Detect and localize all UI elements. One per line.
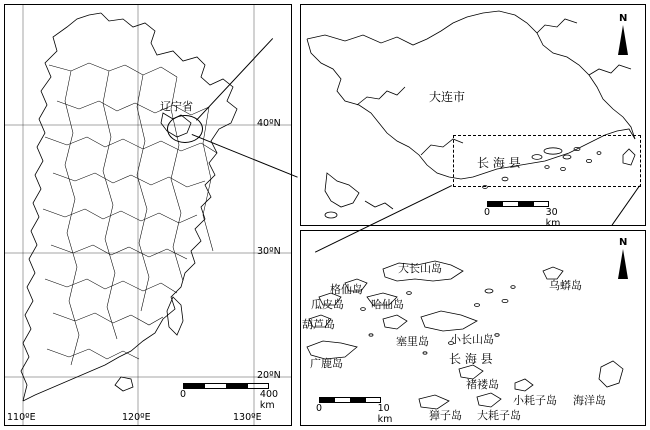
dalian-panel: [300, 4, 646, 229]
scale-max-label: 10 km: [377, 403, 393, 425]
island-label: 瓜皮岛: [311, 298, 344, 311]
china-overview-panel: [4, 4, 292, 426]
scale-min-label: 0: [179, 389, 187, 400]
lat-label-20n: 20ºN: [257, 370, 281, 381]
north-arrow-icon: [618, 25, 628, 55]
label-changhai-county: 长 海 县: [449, 352, 493, 366]
china-map-svg: [5, 5, 291, 425]
lon-label-130e: 130ºE: [233, 412, 262, 423]
changhai-scale-bar: [315, 397, 393, 425]
island-label: 葫芦岛: [302, 318, 335, 331]
lon-label-120e: 120ºE: [122, 412, 151, 423]
dalian-map-svg: [301, 5, 645, 225]
label-liaoning-province: 辽宁省: [160, 100, 193, 113]
china-scale-bar: [179, 383, 279, 411]
label-changhai-county: 长 海 县: [477, 156, 521, 170]
north-label: N: [619, 237, 628, 248]
island-label: 褚褛岛: [466, 378, 499, 391]
scale-min-label: 0: [483, 207, 491, 218]
north-arrow-dalian: [615, 13, 633, 57]
island-label: 广鹿岛: [310, 357, 343, 370]
dalian-scale-bar: [483, 201, 561, 229]
island-label: 小耗子岛: [513, 394, 557, 407]
scale-min-label: 0: [315, 403, 323, 414]
scale-max-label: 400 km: [259, 389, 279, 411]
island-label: 塞里岛: [396, 335, 429, 348]
scale-max-label: 30 km: [545, 207, 561, 229]
island-label: 小长山岛: [450, 333, 494, 346]
lat-label-30n: 30ºN: [257, 246, 281, 257]
island-label: 海洋岛: [573, 394, 606, 407]
island-label: 哈仙岛: [371, 298, 404, 311]
island-label: 乌蟒岛: [549, 279, 582, 292]
island-label: 獐子岛: [429, 409, 462, 422]
island-label: 格仙岛: [330, 283, 363, 296]
lat-label-40n: 40ºN: [257, 118, 281, 129]
label-dalian-city: 大连市: [429, 90, 466, 104]
island-label: 大耗子岛: [477, 409, 521, 422]
north-label: N: [619, 13, 628, 24]
graticule: [5, 5, 291, 425]
island-label: 大长山岛: [398, 262, 442, 275]
north-arrow-icon: [618, 249, 628, 279]
north-arrow-changhai: [615, 237, 633, 281]
lon-label-110e: 110ºE: [7, 412, 36, 423]
